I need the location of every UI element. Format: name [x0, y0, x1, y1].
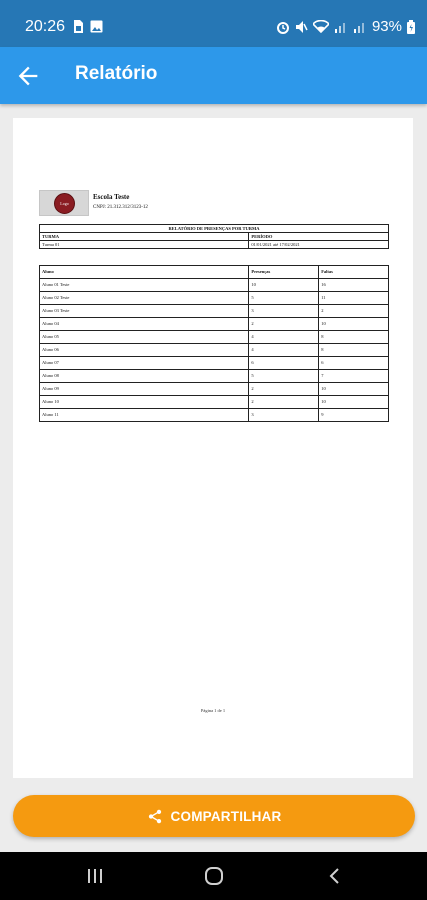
attendance-table	[39, 265, 389, 422]
student-name: Aluno 06	[40, 344, 249, 357]
image-icon	[90, 20, 103, 38]
column-header: Aluno	[40, 266, 249, 279]
share-button-label: COMPARTILHAR	[170, 808, 282, 824]
period-value: 01/01/2021 até 17/02/2021	[249, 241, 389, 249]
student-name: Aluno 08	[40, 370, 249, 383]
table-row	[40, 331, 389, 344]
table-row	[40, 292, 389, 305]
status-time: 20:26	[25, 18, 66, 35]
presences-cell: 6	[249, 357, 319, 370]
report-title: RELATÓRIO DE PRESENÇAS POR TURMA	[40, 225, 389, 233]
back-button[interactable]	[14, 62, 42, 90]
absences-cell: 8	[319, 331, 389, 344]
presences-cell: 2	[249, 396, 319, 409]
home-button[interactable]	[203, 866, 225, 891]
sim-card-icon	[72, 20, 84, 38]
navigation-bar	[0, 852, 427, 900]
presences-cell: 4	[249, 344, 319, 357]
student-name: Aluno 05	[40, 331, 249, 344]
status-notification-icons	[72, 20, 103, 38]
student-name: Aluno 07	[40, 357, 249, 370]
absences-cell: 10	[319, 396, 389, 409]
school-logo	[39, 190, 89, 216]
back-icon	[325, 866, 345, 886]
alarm-icon	[276, 20, 290, 34]
share-icon	[147, 808, 163, 825]
school-name: Escola Teste	[93, 193, 130, 201]
mute-icon	[295, 20, 308, 34]
signal-icon	[353, 20, 367, 33]
student-name: Aluno 02 Teste	[40, 292, 249, 305]
table-header	[40, 266, 389, 279]
logo-seal	[54, 193, 75, 214]
presences-cell: 2	[249, 318, 319, 331]
absences-cell: 16	[319, 279, 389, 292]
absences-cell: 11	[319, 292, 389, 305]
absences-cell: 9	[319, 409, 389, 422]
recent-apps-button[interactable]	[85, 866, 105, 891]
student-name: Aluno 11	[40, 409, 249, 422]
wifi-icon	[313, 20, 329, 33]
table-row	[40, 357, 389, 370]
table-row	[40, 409, 389, 422]
table-row	[40, 344, 389, 357]
table-row	[40, 370, 389, 383]
presences-cell: 2	[249, 383, 319, 396]
table-row	[40, 279, 389, 292]
battery-icon	[407, 20, 415, 34]
table-row	[40, 396, 389, 409]
student-name: Aluno 01 Teste	[40, 279, 249, 292]
presences-cell: 4	[249, 331, 319, 344]
presences-cell: 5	[249, 292, 319, 305]
student-name: Aluno 04	[40, 318, 249, 331]
period-label-cell	[249, 233, 389, 241]
page-number: Página 1 de 1	[200, 708, 226, 713]
absences-cell: 2	[319, 305, 389, 318]
home-icon	[203, 866, 225, 886]
class-value: Turma 01	[40, 241, 249, 249]
column-header: Faltas	[319, 266, 389, 279]
class-label-cell	[40, 233, 249, 241]
student-name: Aluno 10	[40, 396, 249, 409]
nav-back-button[interactable]	[325, 866, 345, 891]
presences-cell: 3	[249, 409, 319, 422]
absences-cell: 10	[319, 318, 389, 331]
column-header: Presenças	[249, 266, 319, 279]
absences-cell: 10	[319, 383, 389, 396]
page-title: Relatório	[75, 63, 158, 84]
recent-apps-icon	[85, 866, 105, 886]
report-preview[interactable]	[13, 118, 413, 778]
period-label: PERÍODO	[251, 234, 273, 239]
student-name: Aluno 09	[40, 383, 249, 396]
school-cnpj: CNPJ: 21.312.312/3123-12	[93, 205, 148, 210]
share-button[interactable]	[13, 795, 415, 837]
signal-icon	[334, 20, 348, 33]
absences-cell: 8	[319, 344, 389, 357]
absences-cell: 7	[319, 370, 389, 383]
absences-cell: 6	[319, 357, 389, 370]
status-system-icons	[276, 18, 415, 35]
report-info-table	[39, 224, 389, 249]
table-row	[40, 305, 389, 318]
arrow-back-icon	[14, 62, 42, 90]
presences-cell: 10	[249, 279, 319, 292]
logo-text: Logo	[60, 201, 69, 206]
student-name: Aluno 03 Teste	[40, 305, 249, 318]
presences-cell: 5	[249, 370, 319, 383]
presences-cell: 3	[249, 305, 319, 318]
app-bar	[0, 47, 427, 104]
table-row	[40, 383, 389, 396]
report-header	[39, 190, 389, 220]
table-row	[40, 318, 389, 331]
class-label: TURMA	[42, 234, 59, 239]
status-bar	[0, 0, 427, 47]
battery-percentage: 93%	[371, 18, 402, 35]
